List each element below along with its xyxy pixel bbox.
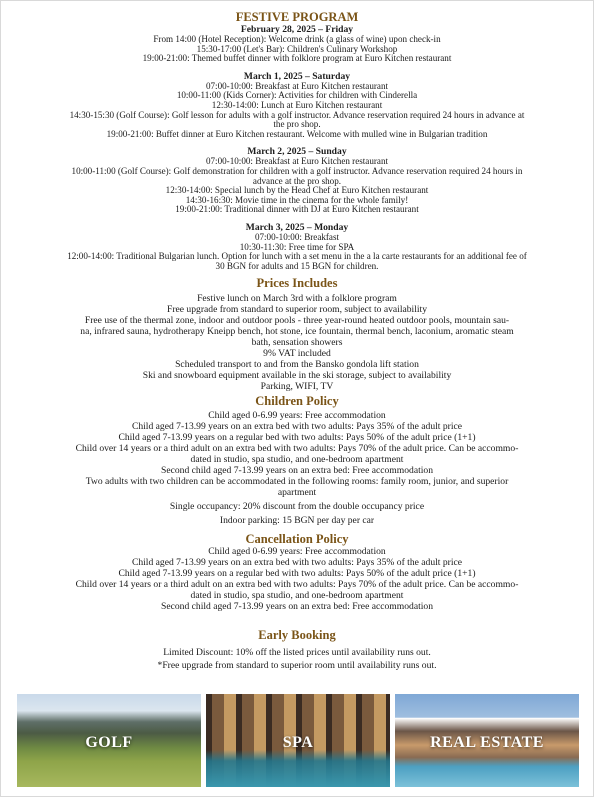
cancellation-line: Child aged 0-6.99 years: Free accommodation [208,546,386,558]
real-estate-photo[interactable] [395,694,579,787]
program-line: 07:00-10:00: Breakfast [254,231,340,242]
program-line: 12:30-14:00: Lunch at Euro Kitchen restaurant [211,99,383,110]
program-line: 07:00-10:00: Breakfast at Euro Kitchen restaurant [205,156,389,167]
price-line: Free upgrade from standard to superior room, subject to availability [166,304,428,316]
prices-includes-title: Prices Includes [256,276,338,291]
policy-line: Child aged 7-13.99 years on an extra bed with two adults: Pays 35% of the adult price [131,421,463,433]
cancellation-policy-list [1,546,593,612]
program-line: 19:00-21:00: Traditional dinner with DJ at Euro Kitchen restaurant [175,204,419,215]
program-line: the pro shop. [273,119,321,130]
program-line: advance at the pro shop. [252,175,342,186]
program-line: 19:00-21:00: Buffet dinner at Euro Kitchen restaurant. Welcome with mulled wine in Bulgarian tradition [106,128,488,139]
document-content [1,10,593,672]
price-line: na, infrared sauna, hydrotherapy Kneipp bench, hot stone, ice fountain, thermal bench, laconium, aromatic steam [80,326,514,338]
program-line: From 14:00 (Hotel Reception): Welcome drink (a glass of wine) upon check-in [153,34,441,44]
program-line: 15:30-17:00 (Let's Bar): Children's Culinary Workshop [196,43,398,54]
golf-photo-label: GOLF [85,734,133,751]
program-line: 14:30-16:30: Movie time in the cinema for the whole family! [185,194,409,205]
photo-strip [17,694,579,787]
program-line: 19:00-21:00: Themed buffet dinner with folklore program at Euro Kitchen restaurant [142,53,452,64]
day-title: March 3, 2025 – Monday [245,221,349,233]
policy-line: Two adults with two children can be accommodated in the following rooms: family room, junior, and superior [85,476,509,488]
price-line: Free use of the thermal zone, indoor and outdoor pools - three year-round heated outdoor pools, mountain sau- [84,315,510,327]
children-policy-list [1,410,593,526]
early-booking-title: Early Booking [258,628,336,643]
prices-includes-list [1,293,593,392]
early-booking-list [1,646,593,672]
day-mar-1 [1,71,593,140]
policy-line: apartment [277,487,317,499]
early-booking-line: Limited Discount: 10% off the listed prices until availability runs out. [163,647,431,659]
policy-line: Child aged 7-13.99 years on a regular bed with two adults: Pays 50% of the adult price (1+1) [118,432,476,444]
program-line: 10:00-11:00 (Kids Corner): Activities for children with Cinderella [176,90,418,101]
cancellation-line: Child aged 7-13.99 years on an extra bed with two adults: Pays 35% of the adult price [131,557,463,569]
day-title: February 28, 2025 – Friday [240,24,354,35]
price-line: Festive lunch on March 3rd with a folklore program [197,293,397,305]
policy-line: Child aged 0-6.99 years: Free accommodation [208,410,386,422]
price-line: Scheduled transport to and from the Bansko gondola lift station [175,359,419,371]
policy-line: Child over 14 years or a third adult on an extra bed with two adults: Pays 70% of the adult price. Can be accommo- [75,443,519,455]
children-policy-title: Children Policy [255,394,339,409]
policy-line: Indoor parking: 15 BGN per day per car [219,515,375,527]
policy-line: Second child aged 7-13.99 years on an extra bed: Free accommodation [161,465,433,477]
program-line: 07:00-10:00: Breakfast at Euro Kitchen restaurant [205,80,389,91]
day-title: March 2, 2025 – Sunday [247,146,347,158]
policy-line: Single occupancy: 20% discount from the double occupancy price [169,501,425,513]
price-line: bath, sensation showers [251,337,343,349]
program-line: 30 BGN for adults and 15 BGN for children. [215,260,379,271]
day-title: March 1, 2025 – Saturday [243,70,351,82]
spa-photo[interactable] [206,694,390,787]
day-mar-3 [1,222,593,271]
festive-program-title: FESTIVE PROGRAM [235,10,359,24]
spa-photo-label: SPA [282,734,314,751]
price-line: 9% VAT included [263,348,331,360]
cancellation-line: Child aged 7-13.99 years on a regular bed with two adults: Pays 50% of the adult price (1+1) [118,568,476,580]
early-booking-line: *Free upgrade from standard to superior room until availability runs out. [157,660,437,672]
program-line: 12:30-14:00: Special lunch by the Head Chef at Euro Kitchen restaurant [165,185,429,196]
cancellation-line: Second child aged 7-13.99 years on an extra bed: Free accommodation [161,601,433,613]
day-mar-2 [1,146,593,215]
cancellation-line: dated in studio, spa studio, and one-bedroom apartment [190,590,404,602]
day-feb-28 [1,24,593,64]
golf-photo[interactable] [17,694,201,787]
program-line: 10:30-11:30: Free time for SPA [239,241,355,252]
cancellation-policy-title: Cancellation Policy [245,532,349,547]
price-line: Ski and snowboard equipment available in the ski storage, subject to availability [142,370,452,382]
real-estate-photo-label: REAL ESTATE [430,734,544,751]
price-line: Parking, WIFI, TV [260,381,334,393]
policy-line: dated in studio, spa studio, and one-bedroom apartment [190,454,404,466]
program-line: 14:30-15:30 (Golf Course): Golf lesson for adults with a golf instructor. Advance reservation required 24 hours in advance at [69,109,525,120]
cancellation-line: Child over 14 years or a third adult on an extra bed with two adults: Pays 70% of the adult price. Can be accommo- [75,579,519,591]
program-line: 10:00-11:00 (Golf Course): Golf demonstration for children with a golf instructor. Advance reservation required 24 hours in [71,165,523,176]
program-line: 12:00-14:00: Traditional Bulgarian lunch. Option for lunch with a set menu in the a la carte restaurants for an additional fee of [67,251,527,262]
